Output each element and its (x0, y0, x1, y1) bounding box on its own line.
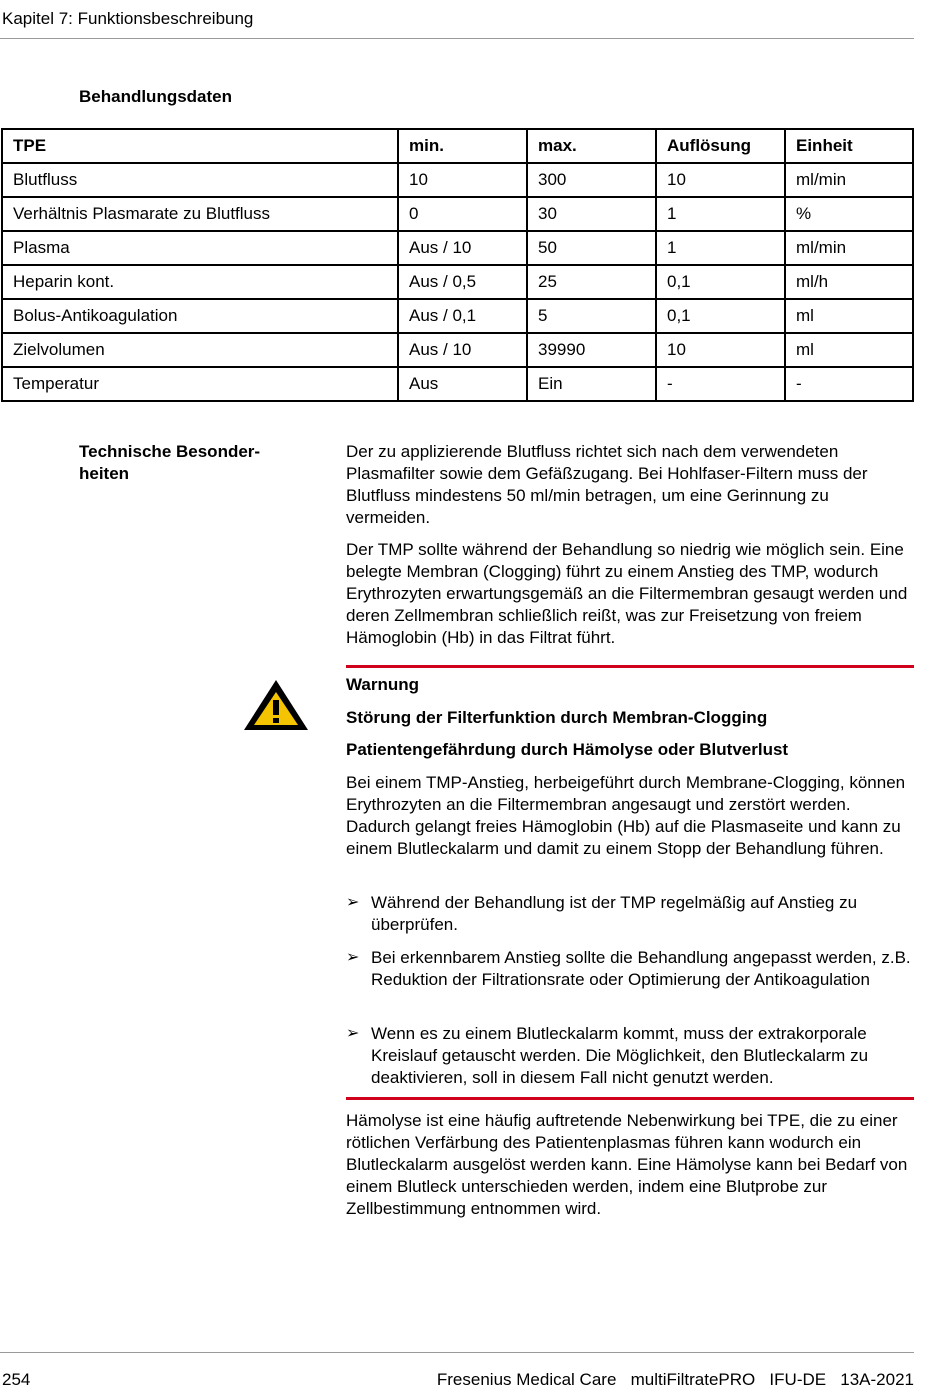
paragraph-text: Der zu applizierende Blutfluss richtet sich nach dem verwendeten Plasmafilter sowie dem Gefäßzugang. Bei Hohlfaser-Filtern muss der Blutfluss mindestens 50 ml/min betragen, um eine Gerinnung zu vermeiden. (346, 442, 868, 527)
treatment-data-table (1, 128, 914, 402)
table-cell: % (785, 197, 913, 231)
table-row (2, 163, 913, 197)
list-item (346, 892, 914, 936)
table-cell: Aus / 10 (398, 333, 527, 367)
table-cell: ml (785, 333, 913, 367)
technical-paragraph-1 (346, 441, 914, 529)
warning-heading-cause: Störung der Filterfunktion durch Membran-Clogging (346, 708, 768, 727)
table-cell: 0 (398, 197, 527, 231)
table-cell: Ein (527, 367, 656, 401)
table-row (2, 333, 913, 367)
footer-document-info: Fresenius Medical Care multiFiltratePRO IFU-DE 13A-2021 (436, 1370, 914, 1389)
table-cell: Heparin kont. (2, 265, 398, 299)
paragraph-text: Der TMP sollte während der Behandlung so niedrig wie möglich sein. Eine belegte Membran (Clogging) führt zu einem Anstieg des TMP, wodurch Erythrozyten erwartungsgemäß an die Filtermembran gesaugt werden und deren Zellmembran schließlich reißt, was zur Freisetzung von freiem Hämoglobin (Hb) in das Filtrat führt. (346, 540, 908, 647)
warning-triangle-icon (241, 677, 311, 733)
technical-paragraph-2 (346, 539, 914, 649)
table-cell: 5 (527, 299, 656, 333)
list-item (346, 1023, 914, 1089)
table-cell: 10 (656, 333, 785, 367)
arrow-bullet-icon: ➢ (346, 894, 360, 911)
technical-features-label-text: Technische Besonder-heiten (79, 442, 261, 483)
warning-bottom-rule (346, 1097, 914, 1100)
table-cell: Aus (398, 367, 527, 401)
table-cell: 25 (527, 265, 656, 299)
table-cell: 30 (527, 197, 656, 231)
table-row (2, 197, 913, 231)
table-cell: Bolus-Antikoagulation (2, 299, 398, 333)
list-item-text: Während der Behandlung ist der TMP regelmäßig auf Anstieg zu überprüfen. (371, 893, 858, 934)
table-header-cell: Einheit (785, 129, 913, 163)
table-cell: Verhältnis Plasmarate zu Blutfluss (2, 197, 398, 231)
table-cell: Aus / 10 (398, 231, 527, 265)
table-header-row (2, 129, 913, 163)
table-cell: Plasma (2, 231, 398, 265)
warning-heading-risk: Patientengefährdung durch Hämolyse oder Blutverlust (346, 740, 789, 759)
table-cell: 300 (527, 163, 656, 197)
table-header-cell: TPE (2, 129, 398, 163)
table-cell: Blutfluss (2, 163, 398, 197)
list-item (346, 947, 914, 991)
list-item-text: Wenn es zu einem Blutleckalarm kommt, muss der extrakorporale Kreislauf getauscht werden. Die Möglichkeit, den Blutleckalarm zu deaktivieren, soll in diesem Fall nicht genutzt werden. (371, 1024, 869, 1087)
table-cell: Aus / 0,5 (398, 265, 527, 299)
paragraph-text: Hämolyse ist eine häufig auftretende Nebenwirkung bei TPE, die zu einer rötlichen Verfärbung des Patientenplasmas führen kann wodurch ein Blutleckalarm ausgelöst werden kann. Eine Hämolyse kann bei Bedarf von einem Blutleck unterschieden werden, indem eine Blutprobe zur Zellbestimmung entnommen wird. (346, 1111, 908, 1218)
table-cell: ml/min (785, 163, 913, 197)
warning-text (346, 772, 914, 860)
hemolysis-paragraph (346, 1110, 914, 1220)
table-header-cell: min. (398, 129, 527, 163)
warning-label: Warnung (346, 675, 420, 694)
table-row (2, 367, 913, 401)
table-header-cell: Auflösung (656, 129, 785, 163)
table-cell: - (785, 367, 913, 401)
technical-features-label (79, 441, 299, 485)
table-row (2, 265, 913, 299)
table-header-cell: max. (527, 129, 656, 163)
table-cell: - (656, 367, 785, 401)
table-cell: 0,1 (656, 265, 785, 299)
table-cell: 0,1 (656, 299, 785, 333)
table-cell: ml (785, 299, 913, 333)
warning-top-rule (346, 665, 914, 668)
table-cell: Temperatur (2, 367, 398, 401)
table-cell: 1 (656, 231, 785, 265)
table-cell: 1 (656, 197, 785, 231)
table-row (2, 299, 913, 333)
table-cell: 10 (398, 163, 527, 197)
table-cell: 10 (656, 163, 785, 197)
header-divider (0, 38, 914, 39)
table-cell: 39990 (527, 333, 656, 367)
table-cell: ml/h (785, 265, 913, 299)
paragraph-text: Bei einem TMP-Anstieg, herbeigeführt durch Membrane-Clogging, können Erythrozyten an die Filtermembran angesaugt und zerstört werden. Dadurch gelangt freies Hämoglobin (Hb) auf die Plasmaseite und kann zu einem Blutleckalarm und damit zu einem Stopp der Behandlung führen. (346, 773, 906, 858)
table-cell: ml/min (785, 231, 913, 265)
footer-divider (0, 1352, 914, 1353)
page-number: 254 (2, 1370, 31, 1389)
table-cell: 50 (527, 231, 656, 265)
table-cell: Aus / 0,1 (398, 299, 527, 333)
list-item-text: Bei erkennbarem Anstieg sollte die Behandlung angepasst werden, z.B. Reduktion der Filtrationsrate oder Optimierung der Antikoagulation (371, 948, 911, 989)
section-title: Behandlungsdaten (79, 87, 233, 106)
table-row (2, 231, 913, 265)
arrow-bullet-icon: ➢ (346, 949, 360, 966)
chapter-title: Kapitel 7: Funktionsbeschreibung (2, 9, 254, 28)
table-cell: Zielvolumen (2, 333, 398, 367)
arrow-bullet-icon: ➢ (346, 1025, 360, 1042)
